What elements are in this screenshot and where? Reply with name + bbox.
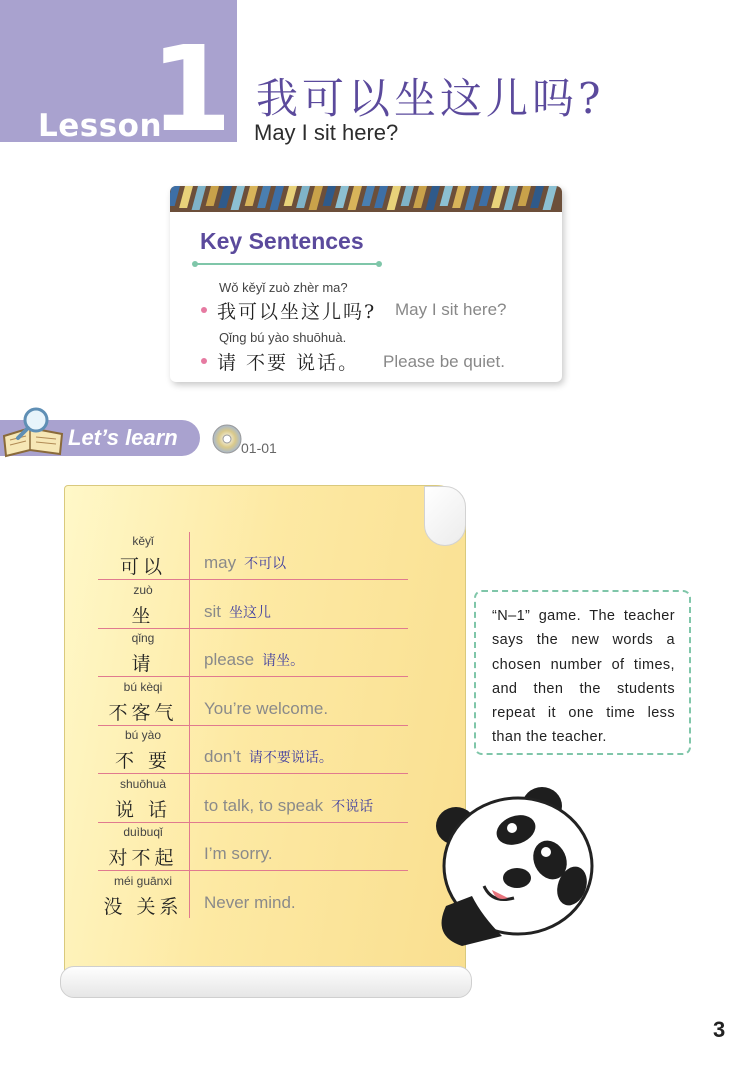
vocab-meaning: [204, 796, 373, 816]
heading-underline: [194, 263, 380, 265]
vocab-pinyin: shuōhuà: [119, 776, 167, 791]
vocab-example: 请不要说话。: [248, 750, 333, 766]
vocab-meaning: [204, 650, 304, 670]
vocab-meaning: [204, 844, 281, 864]
vocab-english: I’m sorry.: [204, 844, 273, 863]
bullet-icon: [201, 358, 207, 364]
vocab-english: sit: [204, 601, 221, 621]
scroll-curl-decoration: [424, 486, 466, 546]
key-sentences-heading: Key Sentences: [200, 228, 364, 254]
page-number: 3: [713, 1017, 726, 1042]
vocab-hanzi: 对不起: [108, 847, 178, 869]
key-sentence-chinese: 请 不要 说话。: [217, 352, 360, 374]
key-sentence-english: Please be quiet.: [383, 352, 505, 371]
book-magnifier-icon: [0, 404, 68, 460]
panda-illustration: [422, 786, 602, 956]
vocabulary-row: [98, 775, 408, 823]
vocab-example: 不说话: [331, 798, 374, 815]
vocabulary-row: [98, 823, 408, 871]
vocab-example: 请坐。: [262, 653, 305, 669]
vocab-pinyin: zuò: [133, 582, 153, 597]
vocab-english: may: [204, 553, 237, 572]
bullet-icon: [201, 307, 207, 313]
lesson-number: 1: [150, 20, 233, 158]
key-sentence-chinese: 我可以坐这儿吗?: [217, 301, 377, 323]
key-sentence-english: May I sit here?: [395, 300, 507, 319]
audio-cd-icon[interactable]: [212, 424, 242, 454]
lets-learn-label: Let’s learn: [68, 425, 178, 450]
vocab-pinyin: bú yào: [124, 728, 162, 742]
vocab-hanzi: 请: [131, 653, 155, 675]
vocabulary-row: [98, 872, 408, 920]
key-sentence-pinyin: Qǐng bú yào shuōhuà.: [219, 330, 347, 345]
vocab-meaning: [204, 699, 336, 719]
audio-track-number: 01-01: [241, 440, 277, 456]
vocab-meaning: [204, 553, 286, 573]
vocabulary-row: [98, 532, 408, 580]
vocab-english: please: [204, 650, 255, 669]
vocab-example: 不可以: [244, 556, 287, 572]
vocab-hanzi: 可以: [119, 556, 166, 578]
page-title-english: May I sit here?: [254, 120, 399, 145]
vocab-pinyin: qǐng: [131, 631, 155, 645]
vocab-english: Never mind.: [204, 892, 296, 912]
lesson-label: Lesson: [38, 108, 163, 144]
painted-strip-decoration: [170, 186, 562, 212]
vocabulary-row: [98, 581, 408, 629]
vocab-english: You’re welcome.: [204, 698, 329, 718]
vocab-pinyin: méi guānxi: [113, 873, 173, 888]
key-sentence-pinyin: Wǒ kěyǐ zuò zhèr ma?: [219, 280, 348, 295]
vocab-hanzi: 没 关系: [103, 895, 183, 918]
vocab-pinyin: bú kèqi: [123, 679, 163, 694]
vocab-hanzi: 坐: [131, 604, 155, 627]
vocabulary-row: [98, 726, 408, 774]
vocabulary-row: [98, 629, 408, 677]
vocab-pinyin: kěyǐ: [132, 534, 154, 548]
vocab-hanzi: 不 要: [114, 750, 172, 772]
teacher-note-text: “N–1” game. The teacher says the new words a chosen number of times, and then the students repeat it one time less than the teacher.: [492, 608, 675, 746]
vocabulary-row: [98, 678, 408, 726]
vocab-pinyin: duìbuqǐ: [123, 825, 163, 839]
vocab-english: to talk, to speak: [204, 795, 324, 815]
vocab-meaning: [204, 602, 271, 622]
vocab-example: 坐这儿: [229, 604, 271, 621]
vocab-hanzi: 说 话: [114, 798, 172, 821]
key-sentences-card: [170, 186, 562, 382]
teacher-note-box: [474, 590, 691, 755]
vocab-meaning: [204, 747, 333, 767]
page-title-chinese: 我可以坐这儿吗?: [256, 74, 605, 123]
vocab-english: don’t: [204, 747, 241, 766]
vocab-hanzi: 不客气: [108, 701, 178, 724]
vocab-meaning: [204, 893, 304, 913]
scroll-roll-decoration: [60, 966, 472, 998]
